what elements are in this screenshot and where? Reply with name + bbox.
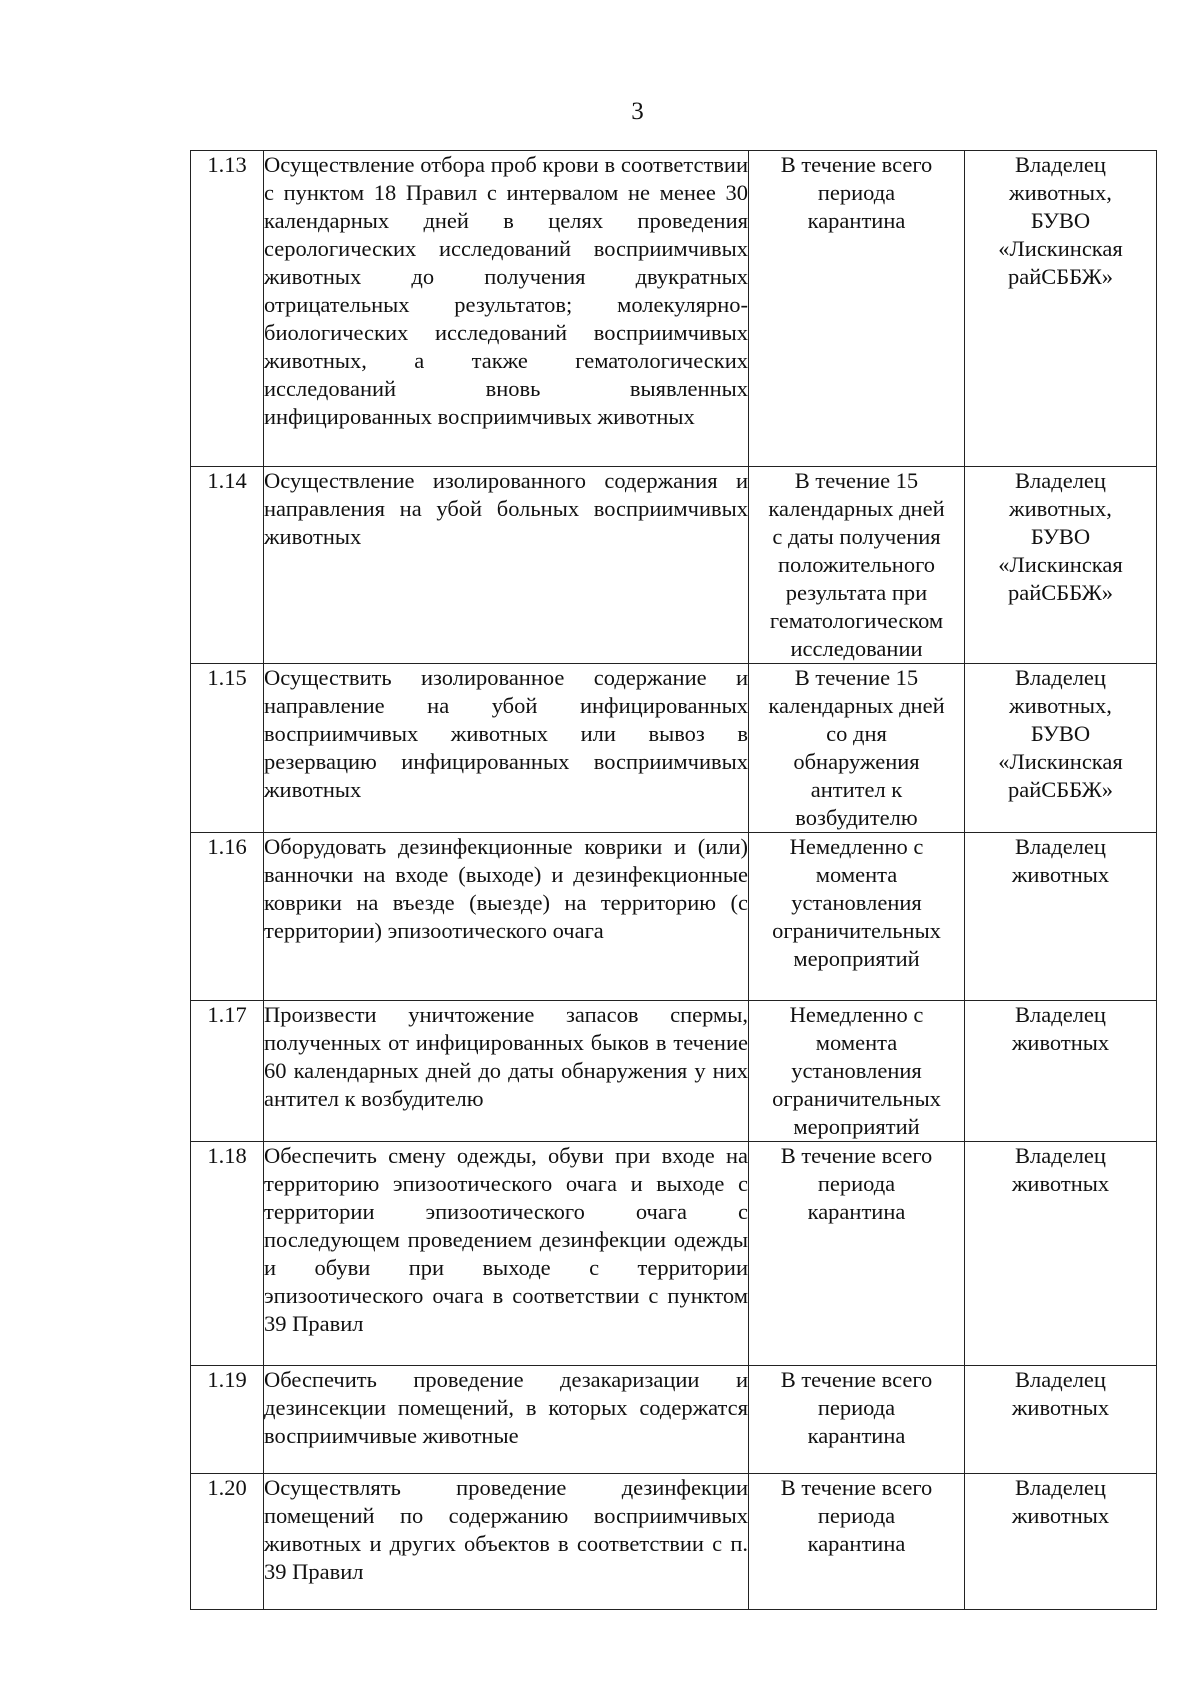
deadline-line: карантина — [807, 208, 906, 233]
table-row — [191, 1001, 1157, 1142]
deadline-line: установления — [791, 1058, 922, 1083]
measure-description: Оборудовать дезинфекционные коврики и (или) ванночки на входе (выходе) и дезинфекционные коврики на въезде (выезде) на территорию (с территории) эпизоотического очага — [264, 833, 749, 1001]
deadline-line: положительного — [777, 552, 936, 577]
deadline-cell — [749, 833, 965, 1001]
table-row — [191, 151, 1157, 467]
table-row — [191, 1366, 1157, 1474]
deadline-line: обнаружения — [793, 749, 920, 774]
responsible-line: райСББЖ» — [1008, 264, 1113, 289]
responsible-line: БУВО — [1030, 524, 1091, 549]
deadline-line: момента — [815, 1030, 898, 1055]
deadline-line: Немедленно с — [789, 1002, 924, 1027]
responsible-line: Владелец — [1015, 468, 1106, 493]
measure-description: Произвести уничтожение запасов спермы, полученных от инфицированных быков в течение 60 календарных дней до даты обнаружения у них антител к возбудителю — [264, 1001, 749, 1142]
deadline-cell — [749, 151, 965, 467]
item-number: 1.18 — [191, 1142, 264, 1366]
responsible-cell — [965, 467, 1157, 664]
deadline-cell — [749, 1474, 965, 1610]
table-row — [191, 833, 1157, 1001]
responsible-line: Владелец — [1015, 1143, 1106, 1168]
measure-description: Осуществлять проведение дезинфекции помещений по содержанию восприимчивых животных и других объектов в соответствии с п. 39 Правил — [264, 1474, 749, 1610]
item-number: 1.16 — [191, 833, 264, 1001]
deadline-line: карантина — [807, 1423, 906, 1448]
responsible-line: Владелец — [1015, 1002, 1106, 1027]
item-number: 1.14 — [191, 467, 264, 664]
deadline-line: антител к — [810, 777, 903, 802]
responsible-line: Владелец — [1015, 152, 1106, 177]
responsible-cell — [965, 1474, 1157, 1610]
responsible-line: животных, — [1009, 496, 1112, 521]
responsible-line: Владелец — [1015, 1367, 1106, 1392]
deadline-line: В течение 15 — [794, 665, 919, 690]
responsible-line: Владелец — [1015, 665, 1106, 690]
measure-description: Осуществление отбора проб крови в соответствии с пунктом 18 Правил с интервалом не менее 30 календарных дней в целях проведения серологических исследований восприимчивых животных до получения двукратных отрицательных результатов; молекулярно-биологических исследований восприимчивых животных, а также гематологических исследований вновь выявленных инфицированных восприимчивых животных — [264, 151, 749, 467]
measure-description: Обеспечить проведение дезакаризации и дезинсекции помещений, в которых содержатся восприимчивые животные — [264, 1366, 749, 1474]
responsible-line: БУВО — [1030, 721, 1091, 746]
deadline-line: В течение всего — [780, 1475, 933, 1500]
deadline-line: момента — [815, 862, 898, 887]
deadline-line: календарных дней — [768, 693, 945, 718]
responsible-cell — [965, 664, 1157, 833]
measure-description: Осуществить изолированное содержание и направление на убой инфицированных восприимчивых животных или вывоз в резервацию инфицированных восприимчивых животных — [264, 664, 749, 833]
responsible-line: животных — [1011, 1030, 1110, 1055]
deadline-line: карантина — [807, 1199, 906, 1224]
table-row — [191, 1474, 1157, 1610]
page-number: 3 — [631, 98, 644, 125]
item-number: 1.17 — [191, 1001, 264, 1142]
deadline-cell — [749, 1001, 965, 1142]
item-number: 1.20 — [191, 1474, 264, 1610]
item-number: 1.13 — [191, 151, 264, 467]
responsible-line: животных, — [1009, 693, 1112, 718]
deadline-line: установления — [791, 890, 922, 915]
deadline-line: карантина — [807, 1531, 906, 1556]
table-row — [191, 1142, 1157, 1366]
responsible-cell — [965, 1366, 1157, 1474]
responsible-line: животных — [1011, 1171, 1110, 1196]
responsible-line: животных, — [1009, 180, 1112, 205]
deadline-line: периода — [817, 1503, 896, 1528]
measures-table — [190, 150, 1157, 1610]
deadline-line: со дня — [826, 721, 887, 746]
deadline-line: исследовании — [790, 636, 923, 661]
measure-description: Обеспечить смену одежды, обуви при входе на территорию эпизоотического очага и выходе с территории эпизоотического очага с последующем проведением дезинфекции одежды и обуви при выходе с территории эпизоотического очага в соответствии с пунктом 39 Правил — [264, 1142, 749, 1366]
responsible-line: Владелец — [1015, 1475, 1106, 1500]
deadline-line: В течение всего — [780, 1143, 933, 1168]
responsible-line: животных — [1011, 862, 1110, 887]
responsible-cell — [965, 833, 1157, 1001]
item-number: 1.15 — [191, 664, 264, 833]
measure-description: Осуществление изолированного содержания и направления на убой больных восприимчивых животных — [264, 467, 749, 664]
responsible-line: райСББЖ» — [1008, 580, 1113, 605]
deadline-line: Немедленно с — [789, 834, 924, 859]
responsible-cell — [965, 1142, 1157, 1366]
deadline-line: результата при — [785, 580, 928, 605]
deadline-line: ограничительных — [772, 918, 941, 943]
table-row — [191, 664, 1157, 833]
deadline-line: ограничительных — [772, 1086, 941, 1111]
deadline-line: гематологическом — [769, 608, 944, 633]
deadline-cell — [749, 1366, 965, 1474]
deadline-line: с даты получения — [772, 524, 941, 549]
deadline-line: периода — [817, 1395, 896, 1420]
deadline-line: мероприятий — [793, 1114, 920, 1139]
item-number: 1.19 — [191, 1366, 264, 1474]
deadline-cell — [749, 664, 965, 833]
deadline-line: В течение 15 — [794, 468, 919, 493]
responsible-cell — [965, 1001, 1157, 1142]
responsible-line: Владелец — [1015, 834, 1106, 859]
responsible-line: «Лискинская — [998, 749, 1123, 774]
responsible-line: «Лискинская — [998, 552, 1123, 577]
responsible-line: «Лискинская — [998, 236, 1123, 261]
responsible-line: животных — [1011, 1503, 1110, 1528]
table-row — [191, 467, 1157, 664]
deadline-line: календарных дней — [768, 496, 945, 521]
deadline-cell — [749, 467, 965, 664]
deadline-line: периода — [817, 180, 896, 205]
responsible-line: животных — [1011, 1395, 1110, 1420]
deadline-line: периода — [817, 1171, 896, 1196]
deadline-line: возбудителю — [795, 805, 918, 830]
deadline-cell — [749, 1142, 965, 1366]
table-body — [191, 151, 1157, 1610]
deadline-line: В течение всего — [780, 152, 933, 177]
responsible-cell — [965, 151, 1157, 467]
responsible-line: райСББЖ» — [1008, 777, 1113, 802]
deadline-line: В течение всего — [780, 1367, 933, 1392]
responsible-line: БУВО — [1030, 208, 1091, 233]
deadline-line: мероприятий — [793, 946, 920, 971]
